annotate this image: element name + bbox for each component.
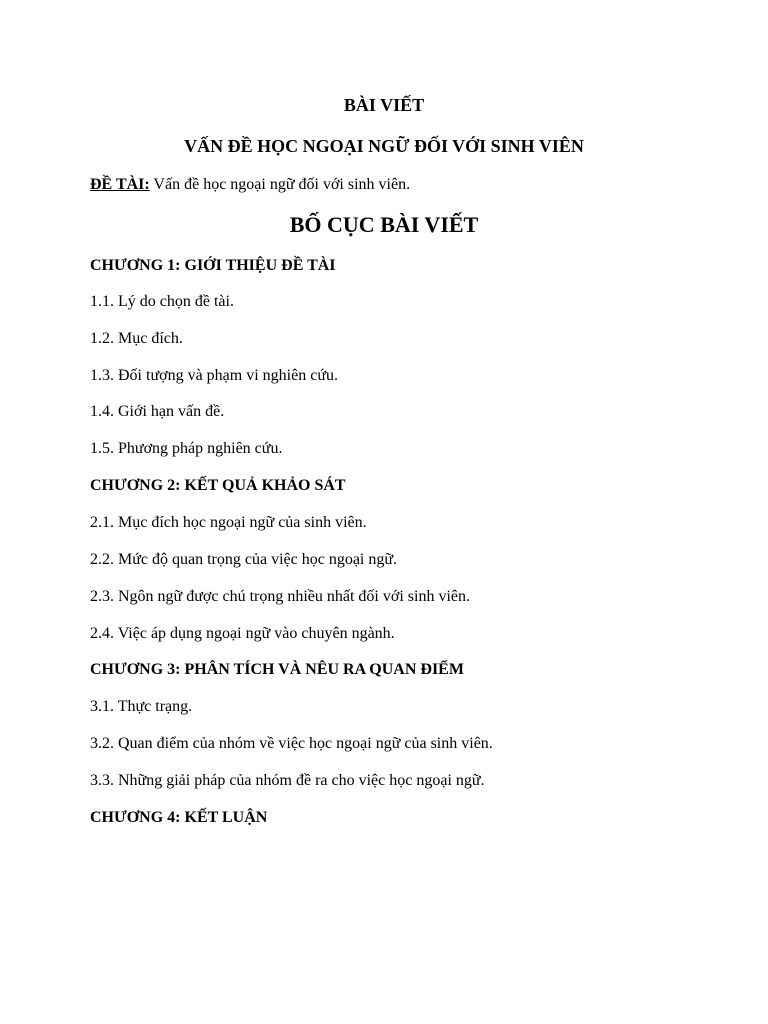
chapter-3-title: CHƯƠNG 3: PHÂN TÍCH VÀ NÊU RA QUAN ĐIỂM (90, 661, 464, 678)
topic-label: ĐỀ TÀI: (90, 176, 150, 193)
chapter-1-item: 1.2. Mục đích. (90, 330, 183, 347)
chapter-1-item: 1.5. Phương pháp nghiên cứu. (90, 440, 283, 457)
document-title: BÀI VIẾT (343, 95, 425, 115)
chapter-3-item: 3.2. Quan điểm của nhóm về việc học ngoại ngữ của sinh viên. (90, 735, 493, 752)
chapter-2-item: 2.1. Mục đích học ngoại ngữ của sinh viên. (90, 514, 367, 531)
chapter-1-item: 1.4. Giới hạn vấn đề. (90, 403, 225, 420)
document-subtitle: VẤN ĐỀ HỌC NGOẠI NGỮ ĐỐI VỚI SINH VIÊN (184, 136, 584, 156)
chapter-2-item: 2.3. Ngôn ngữ được chú trọng nhiều nhất đối với sinh viên. (90, 588, 470, 605)
chapter-2-item: 2.2. Mức độ quan trọng của việc học ngoại ngữ. (90, 551, 398, 568)
outline-heading: BỐ CỤC BÀI VIẾT (289, 212, 479, 237)
chapter-2-item: 2.4. Việc áp dụng ngoại ngữ vào chuyên ngành. (90, 625, 395, 642)
chapter-4-title: CHƯƠNG 4: KẾT LUẬN (90, 809, 268, 826)
chapter-2-title: CHƯƠNG 2: KẾT QUẢ KHẢO SÁT (90, 477, 346, 494)
chapter-1-item: 1.3. Đối tượng và phạm vi nghiên cứu. (90, 367, 338, 384)
chapter-3-item: 3.3. Những giải pháp của nhóm đề ra cho việc học ngoại ngữ. (90, 772, 485, 789)
chapter-1-title: CHƯƠNG 1: GIỚI THIỆU ĐỀ TÀI (90, 257, 336, 274)
chapter-3-item: 3.1. Thực trạng. (90, 698, 193, 715)
chapter-1-item: 1.1. Lý do chọn đề tài. (90, 293, 234, 310)
topic-line (90, 175, 410, 195)
topic-text: Vấn đề học ngoại ngữ đối với sinh viên. (149, 176, 411, 193)
